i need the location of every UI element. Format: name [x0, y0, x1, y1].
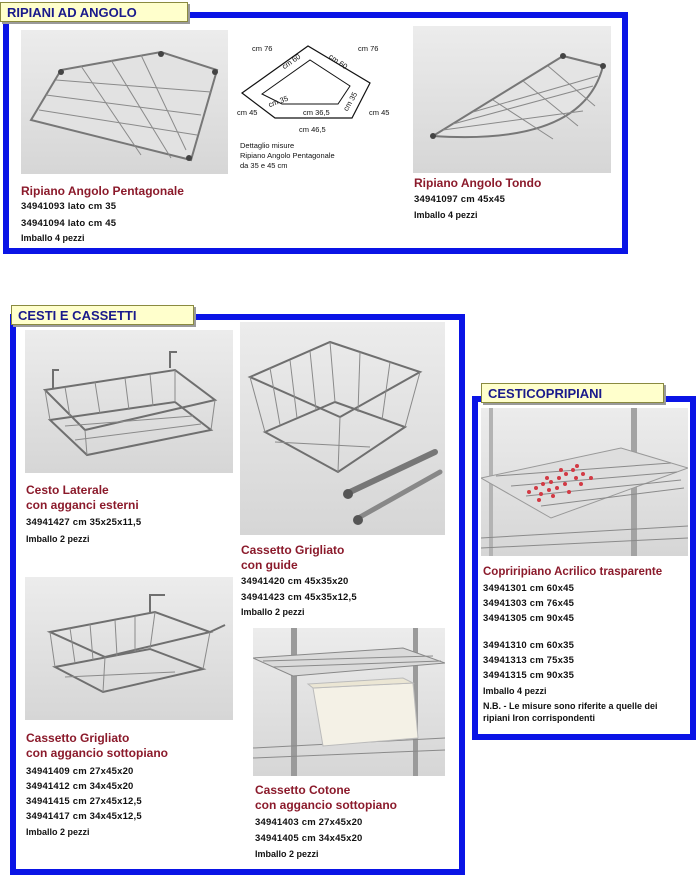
diagram-caption-3: da 35 e 45 cm	[240, 161, 288, 170]
pentagonal-shelf-photo	[21, 30, 228, 174]
round-shelf-title: Ripiano Angolo Tondo	[414, 176, 542, 190]
pentagonal-shelf-title: Ripiano Angolo Pentagonale	[21, 184, 184, 198]
dim-label-36-5: cm 36,5	[303, 108, 330, 117]
acrylic-cover-photo	[481, 408, 688, 556]
pentagonal-code-1: 34941093 lato cm 35	[21, 201, 117, 212]
shelf-covers-tab: CESTICOPRIPIANI	[481, 383, 664, 403]
lateral-basket-title-2: con agganci esterni	[26, 498, 139, 512]
round-shelf-photo	[413, 26, 611, 173]
underhook-code-2: 34941412 cm 34x45x20	[26, 781, 134, 792]
cover-code-5: 34941313 cm 75x35	[483, 655, 575, 666]
diagram-caption-2: Ripiano Angolo Pentagonale	[240, 151, 335, 160]
dim-label-45-left: cm 45	[237, 108, 258, 117]
dim-label-76-left: cm 76	[252, 44, 273, 53]
dim-label-35-left: cm 35	[267, 93, 290, 110]
cotton-drawer-title-1: Cassetto Cotone	[255, 783, 351, 797]
lateral-basket-photo	[25, 330, 233, 473]
cotton-drawer-photo	[253, 628, 445, 776]
baskets-drawers-tab: CESTI E CASSETTI	[11, 305, 194, 325]
pentagonal-pack: Imballo 4 pezzi	[21, 233, 85, 243]
cotton-drawer-title-2: con aggancio sottopiano	[255, 798, 398, 812]
guides-code-1: 34941420 cm 45x35x20	[241, 576, 349, 587]
cover-code-3: 34941305 cm 90x45	[483, 613, 575, 624]
guides-drawer-title-2: con guide	[241, 558, 298, 572]
underhook-pack: Imballo 2 pezzi	[26, 827, 90, 837]
guides-pack: Imballo 2 pezzi	[241, 607, 305, 617]
corner-shelves-tab: RIPIANI AD ANGOLO	[0, 2, 188, 22]
underhook-drawer-title-2: con aggancio sottopiano	[26, 746, 169, 760]
dim-label-60-right: cm 60	[327, 51, 350, 72]
cotton-pack: Imballo 2 pezzi	[255, 849, 319, 859]
round-pack: Imballo 4 pezzi	[414, 210, 478, 220]
underhook-code-1: 34941409 cm 27x45x20	[26, 766, 134, 777]
guides-drawer-title-1: Cassetto Grigliato	[241, 543, 345, 557]
cover-code-4: 34941310 cm 60x35	[483, 640, 575, 651]
dim-label-60-left: cm 60	[280, 51, 303, 72]
dim-label-45-right: cm 45	[369, 108, 390, 117]
cover-code-6: 34941315 cm 90x35	[483, 670, 575, 681]
lateral-code-1: 34941427 cm 35x25x11,5	[26, 517, 142, 528]
underhook-code-4: 34941417 cm 34x45x12,5	[26, 811, 142, 822]
pentagonal-code-2: 34941094 lato cm 45	[21, 218, 117, 229]
round-code-1: 34941097 cm 45x45	[414, 194, 506, 205]
diagram-caption-1: Dettaglio misure	[240, 141, 295, 150]
cotton-code-1: 34941403 cm 27x45x20	[255, 817, 363, 828]
dim-label-46-5: cm 46,5	[299, 125, 326, 134]
cover-pack: Imballo 4 pezzi	[483, 686, 547, 696]
underhook-drawer-photo	[25, 577, 233, 720]
dim-label-35-right: cm 35	[341, 90, 360, 113]
cover-code-2: 34941303 cm 76x45	[483, 598, 575, 609]
underhook-code-3: 34941415 cm 27x45x12,5	[26, 796, 142, 807]
dim-label-76-right: cm 76	[358, 44, 379, 53]
acrylic-cover-title: Copriripiano Acrilico trasparente	[483, 566, 663, 578]
pentagonal-dimension-diagram	[230, 38, 410, 138]
guides-code-2: 34941423 cm 45x35x12,5	[241, 592, 357, 603]
cotton-code-2: 34941405 cm 34x45x20	[255, 833, 363, 844]
cover-code-1: 34941301 cm 60x45	[483, 583, 575, 594]
lateral-basket-title-1: Cesto Laterale	[26, 483, 109, 497]
cover-note: N.B. - Le misure sono riferite a quelle dei ripiani Iron corrispondenti	[483, 701, 658, 723]
guides-drawer-photo	[240, 322, 445, 535]
lateral-pack: Imballo 2 pezzi	[26, 534, 90, 544]
underhook-drawer-title-1: Cassetto Grigliato	[26, 731, 130, 745]
